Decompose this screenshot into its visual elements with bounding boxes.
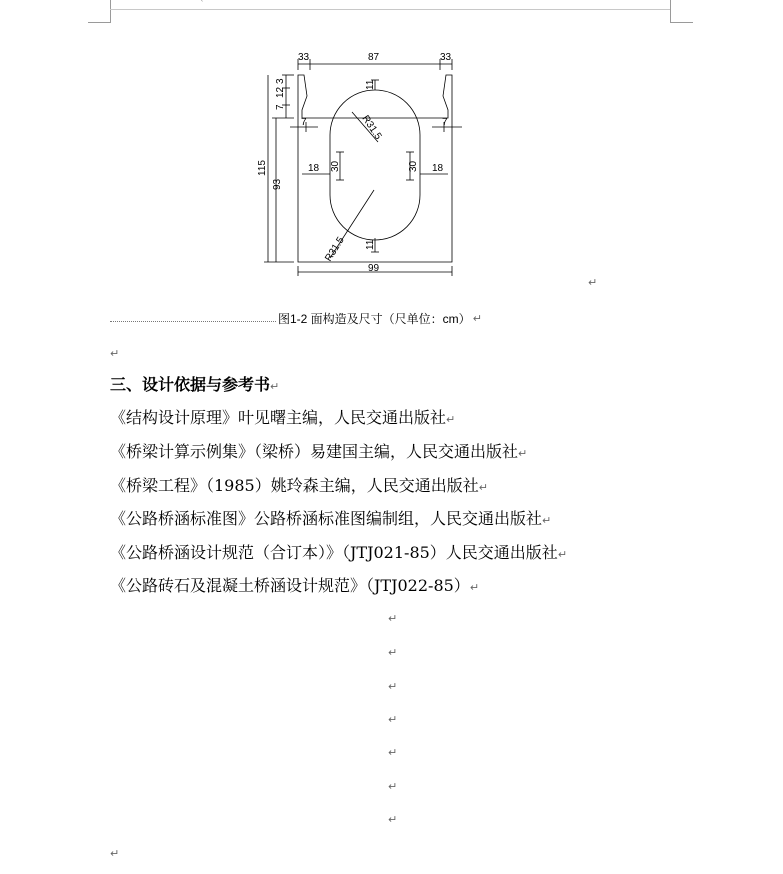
paragraph-mark: ↵ bbox=[388, 680, 398, 693]
reference-text: 《结构设计原理》叶见曙主编，人民交通出版社 bbox=[110, 408, 447, 427]
inner-opening bbox=[330, 90, 420, 240]
reference-item bbox=[110, 405, 455, 428]
outer-outline bbox=[298, 75, 452, 262]
dim-inner-height: 93 bbox=[272, 178, 283, 190]
reference-item bbox=[110, 573, 479, 596]
dim-side-a: 7 bbox=[275, 104, 286, 110]
reference-text: 《公路砖石及混凝土桥涵设计规范》（JTJ022-85） bbox=[110, 576, 470, 595]
reference-text: 《公路桥涵标准图》公路桥涵标准图编制组，人民交通出版社 bbox=[110, 509, 543, 528]
paragraph-mark: ↵ bbox=[388, 746, 398, 759]
caption-leader-dots bbox=[110, 314, 276, 322]
reference-item bbox=[110, 506, 551, 529]
paragraph-mark: ↵ bbox=[388, 646, 398, 659]
paragraph-mark: ↵ bbox=[446, 413, 456, 426]
paragraph-mark: ↵ bbox=[388, 813, 398, 826]
paragraph-mark: ↵ bbox=[110, 847, 120, 860]
paragraph-mark: ↵ bbox=[472, 311, 482, 325]
dim-top-left: 33 bbox=[298, 52, 310, 63]
reference-text: 《桥梁工程》（1985）姚玲森主编，人民交通出版社 bbox=[110, 476, 479, 495]
dim-top-right: 33 bbox=[440, 52, 452, 63]
reference-item bbox=[110, 439, 527, 462]
dim-right-wall: 18 bbox=[432, 163, 444, 174]
paragraph-mark: ↵ bbox=[110, 347, 120, 360]
page-corner-mark-right bbox=[670, 0, 693, 23]
paragraph-mark: ↵ bbox=[469, 581, 480, 594]
dim-bottom-thickness: 11 bbox=[365, 239, 376, 250]
paragraph-mark: ↵ bbox=[588, 276, 598, 289]
dim-radius-bottom: R31.5 bbox=[323, 235, 347, 264]
dim-straight-right: 30 bbox=[408, 160, 419, 172]
dim-total-height: 115 bbox=[257, 160, 268, 176]
paragraph-mark: ↵ bbox=[557, 548, 568, 561]
section-heading bbox=[110, 372, 279, 395]
paragraph-mark: ↵ bbox=[518, 447, 528, 460]
top-cursor-mark: ˋ bbox=[200, 0, 205, 10]
paragraph-mark: ↵ bbox=[388, 780, 398, 793]
dim-straight-left: 30 bbox=[330, 160, 341, 172]
paragraph-mark: ↵ bbox=[270, 380, 280, 393]
dim-side-c: 3 bbox=[275, 78, 286, 84]
dim-top-width: 87 bbox=[368, 52, 380, 63]
reference-item bbox=[110, 473, 488, 496]
page-corner-mark-left bbox=[88, 0, 111, 23]
paragraph-mark: ↵ bbox=[388, 612, 398, 625]
dim-left-gap: 7 bbox=[301, 117, 307, 128]
dim-bottom-width: 99 bbox=[368, 263, 380, 274]
paragraph-mark: ↵ bbox=[478, 481, 488, 494]
reference-text: 《公路桥涵设计规范（合订本）》（JTJ021-85）人民交通出版社 bbox=[110, 543, 558, 562]
reference-item bbox=[110, 540, 567, 563]
page-top-boundary bbox=[110, 9, 670, 10]
section-heading-text: 三、设计依据与参考书 bbox=[110, 375, 271, 394]
paragraph-mark: ↵ bbox=[542, 514, 552, 527]
dim-radius-top: R31.5 bbox=[359, 113, 384, 142]
paragraph-mark: ↵ bbox=[388, 713, 398, 726]
reference-text: 《桥梁计算示例集》（梁桥）易建国主编，人民交通出版社 bbox=[110, 442, 519, 461]
dim-top-thickness: 11 bbox=[365, 79, 376, 90]
dim-left-wall: 18 bbox=[308, 163, 320, 174]
dim-right-gap: 7 bbox=[442, 117, 448, 128]
figure-caption: 图1-2 面构造及尺寸（尺单位：cm） bbox=[278, 311, 471, 326]
dim-side-b: 12 bbox=[275, 86, 286, 98]
figure-caption-line bbox=[110, 311, 496, 325]
cross-section-drawing bbox=[250, 40, 470, 280]
